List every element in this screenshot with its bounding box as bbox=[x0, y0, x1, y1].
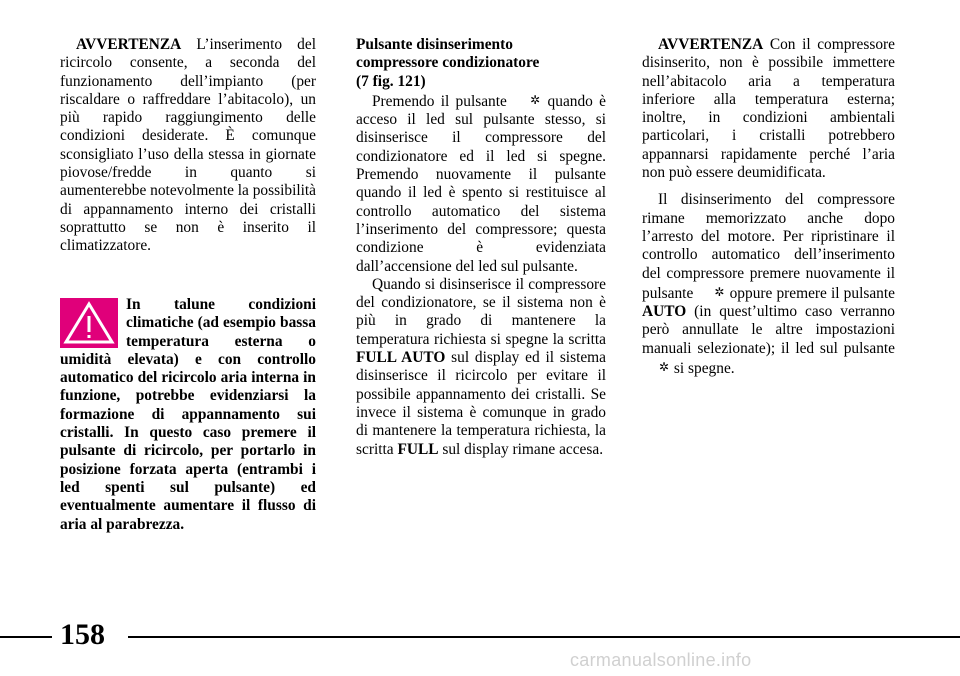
warning-label: AVVERTENZA bbox=[76, 36, 182, 53]
snowflake-icon: ✲ bbox=[714, 284, 725, 299]
column-left bbox=[60, 36, 316, 256]
warning-label-right: AVVERTENZA bbox=[658, 36, 764, 53]
paragraph-1 bbox=[356, 91, 606, 276]
section-heading bbox=[356, 36, 606, 91]
page-number: 158 bbox=[60, 618, 105, 651]
heading-line-1: Pulsante disinserimento bbox=[356, 36, 513, 53]
p2-text-a: Quando si disinserisce il compressore del condizionatore, se il sistema non è più in grado di mantenere la temperatura richiesta si spegne la scritta bbox=[356, 275, 606, 348]
column-right bbox=[642, 36, 895, 378]
full-auto-label: FULL AUTO bbox=[356, 349, 446, 367]
snowflake-icon: ✲ bbox=[659, 360, 670, 375]
p2-right-text-a: Il disinserimento del compressore rimane memorizzato anche dopo l’arresto del motore. Per ripristinare il controllo automatico dell’inserimento del compressore premere nuovamente il pulsante bbox=[642, 191, 895, 302]
caution-text: In talune condizioni climatiche (ad esempio bassa temperatura esterna o umidità elevata) e con controllo automatico del ricircolo aria interna in funzione, potrebbe evidenziarsi la formazione di appannamento sui cristalli. In questo caso premere il pulsante di ricircolo, per portarlo in posizione forzata aperta (entrambi i led spenti sul pulsante) ed eventualmente aumentare il flusso di aria al parabrezza. bbox=[60, 296, 316, 533]
p2-right-text-c: (in quest’ultimo caso verranno però annullate le altre impostazioni manuali selezionate); il led sul pulsante bbox=[642, 303, 895, 357]
footer-rule-right bbox=[128, 636, 960, 638]
auto-label: AUTO bbox=[642, 303, 687, 321]
p2-text-b: sul display ed il sistema disinserisce il ricircolo per evitare il possibile appannamento dei cristalli. Se invece il sistema è comunque in grado di mantenere la temperatura richiesta, la scritta bbox=[356, 349, 606, 458]
full-label: FULL bbox=[397, 440, 439, 458]
p1-text-b: quando è acceso il led sul pulsante stesso, si disinserisce il compressore del condizionatore ed il led si spegne. Premendo nuovamente il pulsante quando il led è spento si restituisce al controllo automatico del sistema l’inserimento del compressore; questa condizione è evidenziata dall’accensione del led sul pulsante. bbox=[356, 92, 606, 275]
column-middle bbox=[356, 36, 606, 459]
caution-box bbox=[60, 296, 316, 534]
warning-paragraph-right bbox=[642, 36, 895, 182]
snowflake-icon: ✲ bbox=[530, 92, 541, 107]
warning-paragraph bbox=[60, 36, 316, 256]
p2-right-text-d: si spegne. bbox=[673, 360, 735, 378]
warning-triangle-icon bbox=[60, 298, 118, 348]
heading-line-2: compressore condizionatore bbox=[356, 54, 540, 72]
p2-text-c: sul display rimane accesa. bbox=[442, 440, 604, 458]
warning-text: L’inserimento del ricircolo consente, a seconda del funzionamento dell’impianto (per riscaldare o raffreddare l’abitacolo), un più rapido raggiungimento delle condizioni desiderate. È comunque sconsigliato l’uso della stessa in giornate piovose/fredde in quanto si aumenterebbe notevolmente la possibilità di appannamento interno dei cristalli soprattutto se non è inserito il climatizzatore. bbox=[60, 36, 317, 255]
footer-rule-left bbox=[0, 636, 52, 638]
watermark: carmanualsonline.info bbox=[570, 650, 752, 670]
paragraph-2 bbox=[356, 276, 606, 459]
warning-text-right: Con il compressore disinserito, non è possibile immettere nell’abitacolo aria a temperatura inferiore alla temperatura esterna; inoltre, in condizioni ambientali particolari, i cristalli potrebbero appannarsi rapidamente perché l’aria non può essere deumidificata. bbox=[642, 36, 895, 182]
p2-right-text-b: oppure premere il pulsante bbox=[729, 284, 895, 302]
p1-text-a: Premendo il pulsante bbox=[372, 92, 507, 110]
heading-line-3: (7 fig. 121) bbox=[356, 72, 426, 90]
paragraph-right-2 bbox=[642, 191, 895, 378]
